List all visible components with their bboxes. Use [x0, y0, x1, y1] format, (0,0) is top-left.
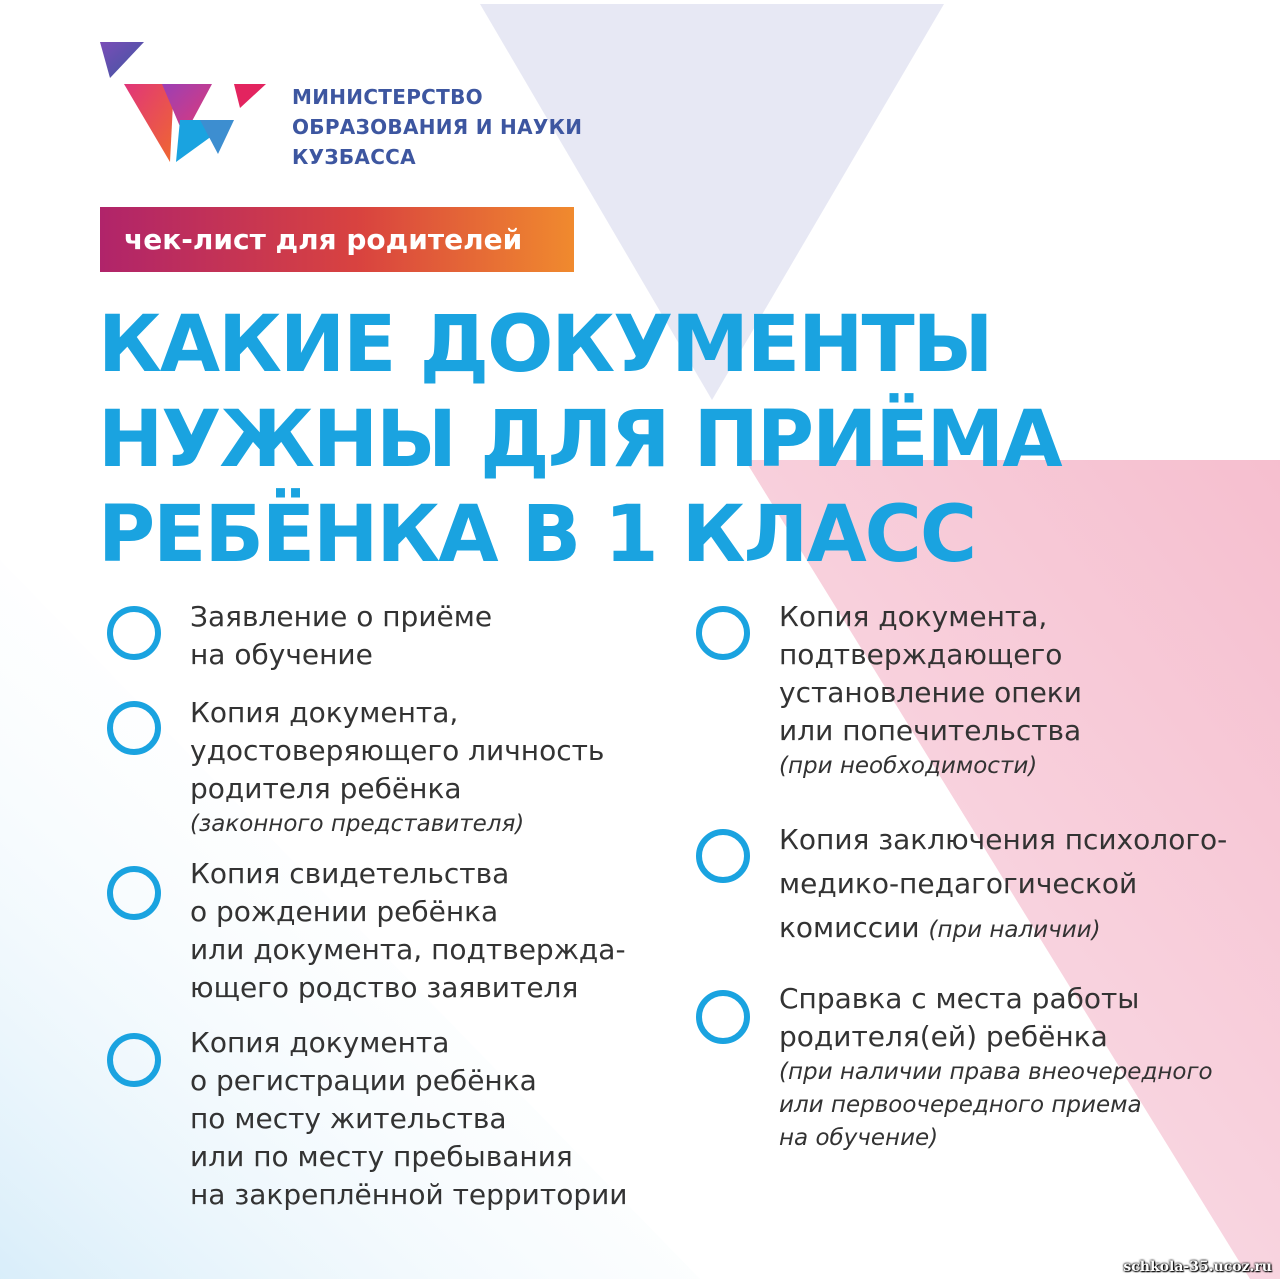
ministry-line-1: МИНИСТЕРСТВО [292, 85, 483, 109]
checklist-item: Копия свидетельства о рождении ребёнка или документа, подтвержда- ющего родство заявителя [190, 857, 626, 1004]
checklist-item: Копия документа, подтверждающего установление опеки или попечительства (при необходимости) [779, 598, 1082, 783]
title-line-2: НУЖНЫ ДЛЯ ПРИЁМА [98, 395, 1061, 485]
checklist-item: Копия документа, удостоверяющего личность родителя ребёнка (законного представителя) [190, 694, 604, 841]
ministry-line-3: КУЗБАССА [292, 145, 416, 169]
checklist-item: Заявление о приёме на обучение [190, 600, 493, 671]
item-note: (при необходимости) [779, 753, 1038, 779]
checkbox-circle-icon[interactable] [696, 990, 750, 1044]
item-note: (при наличии права внеочередного [779, 1059, 1213, 1085]
ministry-name [292, 82, 652, 172]
item-note: (законного представителя) [190, 811, 525, 837]
item-note: на обучение) [779, 1125, 939, 1151]
checkbox-circle-icon[interactable] [696, 606, 750, 660]
title-line-1: КАКИЕ ДОКУМЕНТЫ [98, 300, 992, 390]
checkbox-circle-icon[interactable] [107, 701, 161, 755]
watermark: schkola-35.ucoz.ru [1123, 1259, 1272, 1275]
item-note: (при наличии) [928, 917, 1101, 943]
ministry-logo-icon [100, 42, 270, 164]
checkbox-circle-icon[interactable] [107, 866, 161, 920]
title-line-3: РЕБЁНКА В 1 КЛАСС [98, 490, 976, 580]
checkbox-circle-icon[interactable] [107, 606, 161, 660]
checklist-item: Справка с места работы родителя(ей) ребёнка (при наличии права внеочередного или первоочередного приема на обучение) [779, 980, 1213, 1155]
checkbox-circle-icon[interactable] [696, 829, 750, 883]
item-note: или первоочередного приема [779, 1092, 1142, 1118]
checklist-item: Копия заключения психолого- медико-педагогической комиссии (при наличии) [779, 823, 1228, 944]
checkbox-circle-icon[interactable] [107, 1033, 161, 1087]
ministry-line-2: ОБРАЗОВАНИЯ И НАУКИ [292, 115, 583, 139]
checklist-badge: чек-лист для родителей [100, 207, 574, 272]
checklist-item: Копия документа о регистрации ребёнка по месту жительства или по месту пребывания на закреплённой территории [190, 1026, 628, 1211]
page-title [98, 298, 1218, 583]
